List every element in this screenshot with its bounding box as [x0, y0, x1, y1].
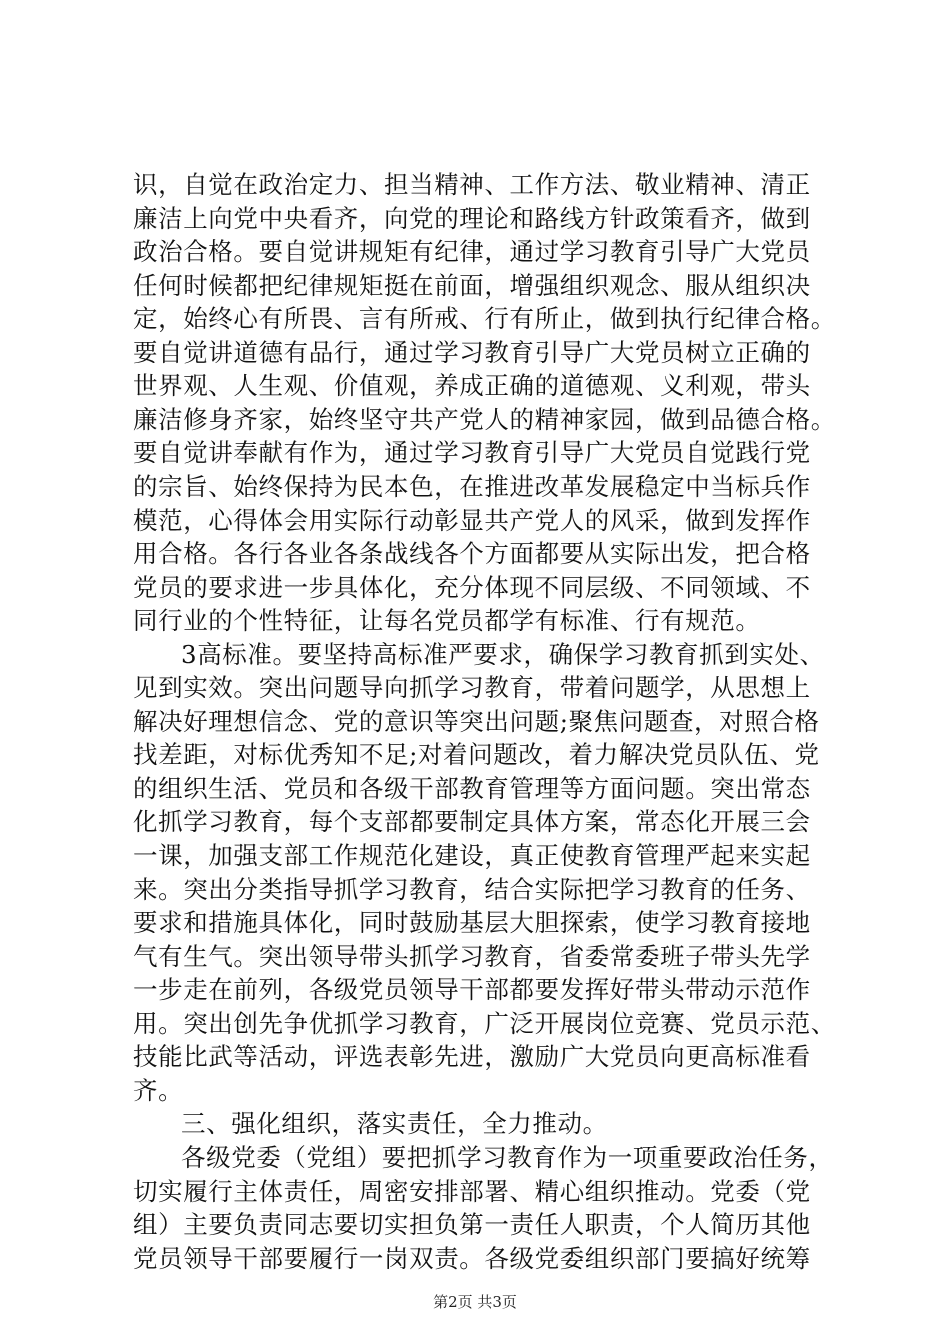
text-line: 用。突出创先争优抓学习教育，广泛开展岗位竞赛、党员示范、 [133, 1009, 836, 1038]
text-line: 用合格。各行各业各条战线各个方面都要从实际出发，把合格 [133, 539, 811, 568]
text-line: 要求和措施具体化，同时鼓励基层大胆探索，使学习教育接地 [133, 908, 811, 937]
text-line: 要自觉讲奉献有作为，通过学习教育引导广大党员自觉践行党 [133, 438, 811, 467]
text-line: 一步走在前列，各级党员领导干部都要发挥好带头带动示范作 [133, 975, 811, 1004]
text-line: 技能比武等活动，评选表彰先进，激励广大党员向更高标准看 [133, 1042, 811, 1071]
text-line: 化抓学习教育，每个支部都要制定具体方案，常态化开展三会 [133, 807, 811, 836]
text-line: 模范，心得体会用实际行动彰显共产党人的风采，做到发挥作 [133, 506, 811, 535]
text-line: 廉洁上向党中央看齐，向党的理论和路线方针政策看齐，做到 [133, 204, 811, 233]
text-line: 定，始终心有所畏、言有所戒、行有所止，做到执行纪律合格。 [133, 304, 836, 333]
text-line: 组）主要负责同志要切实担负第一责任人职责，个人简历其他 [133, 1210, 811, 1239]
text-line: 党员的要求进一步具体化，充分体现不同层级、不同领域、不 [133, 573, 811, 602]
text-line: 识，自觉在政治定力、担当精神、工作方法、敬业精神、清正 [133, 170, 811, 199]
text-line: 来。突出分类指导抓学习教育，结合实际把学习教育的任务、 [133, 875, 811, 904]
text-line: 的宗旨、始终保持为民本色，在推进改革发展稳定中当标兵作 [133, 472, 811, 501]
text-line: 同行业的个性特征，让每名党员都学有标准、行有规范。 [133, 606, 761, 635]
section-heading-line: 3高标准。要坚持高标准严要求，确保学习教育抓到实处、 [181, 640, 825, 669]
text-line: 齐。 [133, 1076, 184, 1105]
text-line: 切实履行主体责任，周密安排部署、精心组织推动。党委（党 [133, 1177, 811, 1206]
text-line: 各级党委（党组）要把抓学习教育作为一项重要政治任务， [181, 1143, 834, 1172]
text-line: 党员领导干部要履行一岗双责。各级党委组织部门要搞好统筹 [133, 1244, 811, 1273]
text-line: 政治合格。要自觉讲规矩有纪律，通过学习教育引导广大党员 [133, 237, 811, 266]
text-line: 任何时候都把纪律规矩挺在前面，增强组织观念、服从组织决 [133, 271, 811, 300]
text-line: 的组织生活、党员和各级干部教育管理等方面问题。突出常态 [133, 774, 811, 803]
text-line: 解决好理想信念、党的意识等突出问题;聚焦问题查，对照合格 [133, 707, 820, 736]
text-line: 见到实效。突出问题导向抓学习教育，带着问题学，从思想上 [133, 673, 811, 702]
section-heading: 三、强化组织，落实责任，全力推动。 [181, 1109, 608, 1138]
text-line: 廉洁修身齐家，始终坚守共产党人的精神家园，做到品德合格。 [133, 405, 836, 434]
text-line: 世界观、人生观、价值观，养成正确的道德观、义利观，带头 [133, 371, 811, 400]
text-line: 气有生气。突出领导带头抓学习教育，省委常委班子带头先学 [133, 942, 811, 971]
text-line: 找差距，对标优秀知不足;对着问题改，着力解决党员队伍、党 [133, 740, 820, 769]
page-number-footer: 第2页 共3页 [433, 1293, 517, 1311]
text-line: 要自觉讲道德有品行，通过学习教育引导广大党员树立正确的 [133, 338, 811, 367]
text-line: 一课，加强支部工作规范化建设，真正使教育管理严起来实起 [133, 841, 811, 870]
